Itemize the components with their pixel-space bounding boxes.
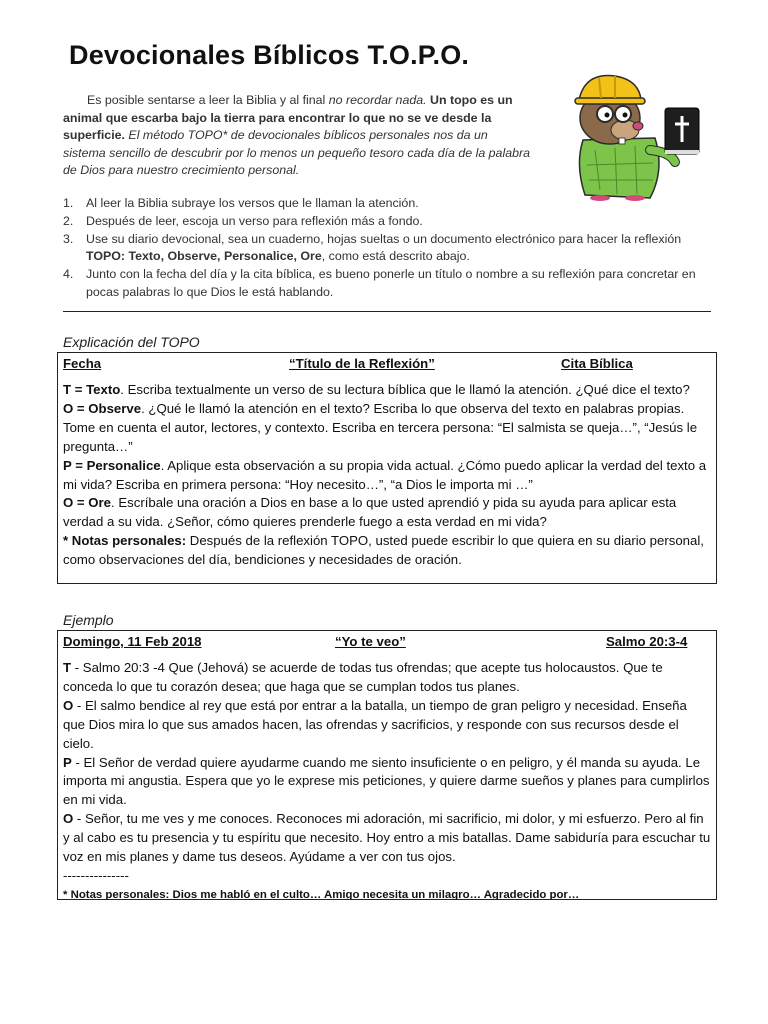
personalice-example: P - El Señor de verdad quiere ayudarme cuando me siento insuficiente o en peligro, y él manda su ayuda. Le importa mi angustia. Espera que yo le exprese mis peticiones, y quiere darme sueños y planes para cumplirlos en mi vida.: [63, 754, 710, 808]
ejemplo-header: [63, 633, 711, 653]
explicacion-header: [63, 355, 711, 375]
example-divider: ---------------: [63, 867, 129, 883]
intro-text-italic: no recordar nada.: [328, 93, 427, 107]
personalice-explanation: P = Personalice. Aplique esta observación a su propia vida actual. ¿Cómo puedo aplicar la verdad del texto a mi vida? Escriba en primera persona: “Hoy necesito…”, “a Dios le importa mi …”: [63, 457, 707, 492]
observe-explanation: O = Observe. ¿Qué le llamó la atención en el texto? Escriba lo que observa del texto en palabras propias. Tome en cuenta el autor, lectores, y contexto. Escriba en tercera persona: “El salmista se queja…”, “Jesús le pregunta…”: [63, 400, 698, 454]
titulo-value: “Yo te veo”: [335, 634, 406, 649]
page-title: Devocionales Bíblicos T.O.P.O.: [69, 40, 470, 70]
intro-text-bold: Un topo es un animal que escarba bajo la tierra para encontrar lo que no se ve desde la superficie.: [63, 93, 513, 143]
notas-example: * Notas personales: Dios me habló en el culto… Amigo necesita un milagro… Agradecido por…: [63, 888, 580, 900]
texto-explanation: T = Texto. Escriba textualmente un verso de su lectura bíblica que le llamó la atención. ¿Qué dice el texto?: [63, 382, 690, 397]
list-item: 3. Use su diario devocional, sea un cuaderno, hojas sueltas o un documento electrónico para hacer la reflexión TOPO: Texto, Observe, Personalice, Ore, como está descrito abajo.: [63, 231, 682, 264]
list-item: 4. Junto con la fecha del día y la cita bíblica, es bueno ponerle un título o nombre a su reflexión para concretar en pocas palabras lo que Dios le está hablando.: [63, 267, 696, 299]
ejemplo-label: Ejemplo: [63, 612, 114, 628]
intro-text-method: El método TOPO* de devocionales bíblicos personales nos da un sistema sencillo de descubrir por lo menos un pequeño tesoro cada día de la palabra de Dios para nuestro crecimiento personal.: [63, 128, 531, 178]
list-item: 1. Al leer la Biblia subraye los versos que le llaman la atención.: [63, 196, 419, 210]
cita-value: Salmo 20:3-4: [606, 634, 688, 649]
observe-example: O - El salmo bendice al rey que está por entrar a la batalla, un tiempo de gran peligro y necesidad. Enseña que Dios mira lo que sus amados hacen, las ofrendas y sacrificios, y responde con sus recursos desde el cielo.: [63, 697, 687, 751]
cita-label: Cita Bíblica: [561, 356, 633, 371]
fecha-label: Fecha: [63, 356, 102, 371]
mole-illustration: [555, 70, 715, 202]
ore-explanation: O = Ore. Escríbale una oración a Dios en base a lo que usted aprendió y pida su ayuda para aplicar esta verdad a su vida. ¿Señor, cómo quieres prenderle fuego a esta verdad en mi vida?: [63, 495, 677, 530]
divider: [63, 311, 711, 312]
titulo-label: “Título de la Reflexión”: [289, 356, 435, 371]
intro-paragraph: [63, 92, 533, 180]
texto-example: T - Salmo 20:3 -4 Que (Jehová) se acuerde de todas tus ofrendas; que acepte tus holocaustos. Que te conceda lo que tu corazón desea; que haga que se cumplan todos tus planes.: [63, 660, 663, 694]
list-item: 2. Después de leer, escoja un verso para reflexión más a fondo.: [63, 213, 423, 228]
notas-explanation: * Notas personales: Después de la reflexión TOPO, usted puede escribir lo que quiera en su diario personal, como observaciones del día, bendiciones y necesidades de oración.: [63, 533, 704, 568]
explicacion-label: Explicación del TOPO: [63, 334, 200, 350]
explicacion-box: [57, 352, 717, 584]
ejemplo-box: [57, 630, 717, 900]
steps-list: [63, 195, 713, 302]
fecha-value: Domingo, 11 Feb 2018: [63, 634, 202, 649]
ore-example: O - Señor, tu me ves y me conoces. Reconoces mi adoración, mi sacrificio, mi dolor, y mi esfuerzo. Pero al fin y al cabo es tu presencia y tu espíritu que necesito. Hoy entro a mis batallas. Dame sabiduría para escuchar tu voz en mis planes y dame tus deseos. Ayúdame a ver con tus ojos.: [63, 811, 711, 865]
intro-text-1: Es posible sentarse a leer la Biblia y al final: [87, 93, 329, 107]
